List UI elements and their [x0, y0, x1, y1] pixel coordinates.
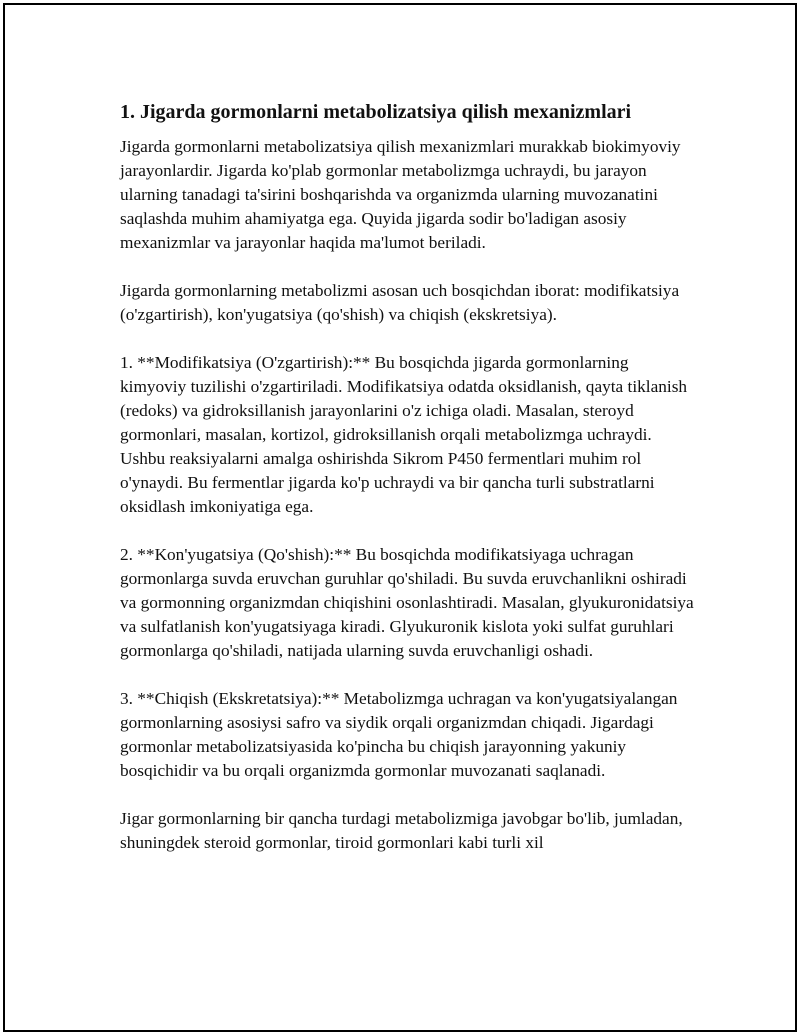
- document-body: [120, 99, 695, 879]
- paragraph-stages-overview: Jigarda gormonlarning metabolizmi asosan uch bosqichdan iborat: modifikatsiya (o'zgartirish), kon'yugatsiya (qo'shish) va chiqish (ekskretsiya).: [120, 281, 680, 324]
- document-page: [3, 3, 797, 1032]
- paragraph-intro: Jigarda gormonlarni metabolizatsiya qilish mexanizmlari murakkab biokimyoviy jarayonlardir. Jigarda ko'plab gormonlar metabolizmga uchraydi, bu jarayon ularning tanadagi ta'sirini boshqarishda va organizmda ularning muvozanatini saqlashda muhim ahamiyatga ega. Quyida jigarda sodir bo'ladigan asosiy mexanizmlar va jarayonlar haqida ma'lumot beriladi.: [120, 137, 681, 252]
- paragraph-excretion: 3. **Chiqish (Ekskretatsiya):** Metabolizmga uchragan va kon'yugatsiyalangan gormonlarning asosiysi safro va siydik orqali organizmdan chiqadi. Jigardagi gormonlar metabolizatsiyasida ko'pincha bu chiqish jarayonning yakuniy bosqichidir va bu orqali organizmda gormonlar muvozanati saqlanadi.: [120, 689, 678, 780]
- paragraph-conjugation: 2. **Kon'yugatsiya (Qo'shish):** Bu bosqichda modifikatsiyaga uchragan gormonlarga suvda eruvchan guruhlar qo'shiladi. Bu suvda eruvchanlikni oshiradi va gormonning organizmdan chiqishini osonlashtiradi. Masalan, glyukuronidatsiya va sulfatlanish kon'yugatsiyaga kiradi. Glyukuronik kislota yoki sulfat guruhlari gormonlarga qo'shiladi, natijada ularning suvda eruvchanligi oshadi.: [120, 545, 694, 660]
- paragraph-modification: 1. **Modifikatsiya (O'zgartirish):** Bu bosqichda jigarda gormonlarning kimyoviy tuzilishi o'zgartiriladi. Modifikatsiya odatda oksidlanish, qayta tiklanish (redoks) va gidroksillanish jarayonlarini o'z ichiga oladi. Masalan, steroyd gormonlari, masalan, kortizol, gidroksillanish orqali metabolizmga uchraydi. Ushbu reaksiyalarni amalga oshirishda Sikrom P450 fermentlari muhim rol o'ynaydi. Bu fermentlar jigarda ko'p uchraydi va bir qancha turli substratlarni oksidlash imkoniyatiga ega.: [120, 353, 688, 516]
- section-heading: 1. Jigarda gormonlarni metabolizatsiya qilish mexanizmlari: [120, 101, 632, 123]
- paragraph-conclusion: Jigar gormonlarning bir qancha turdagi metabolizmiga javobgar bo'lib, jumladan, shuningdek steroid gormonlar, tiroid gormonlari kabi turli xil: [120, 809, 683, 852]
